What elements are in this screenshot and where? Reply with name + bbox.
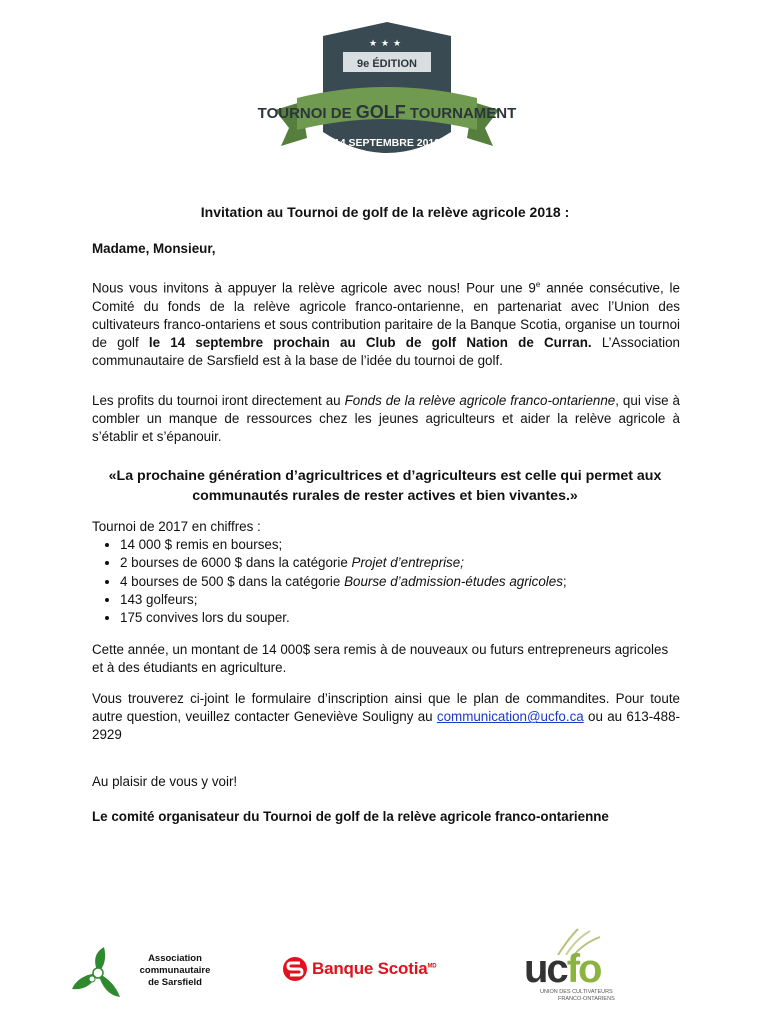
- pull-quote: «La prochaine génération d’agricultrices et d’agriculteurs est celle qui permet aux communautés rurales de rester actives et bien vivantes.»: [108, 468, 662, 504]
- list-item: • 2 bourses de 6000 $ dans la catégorie Projet d’entreprise;: [120, 554, 680, 572]
- paragraph-see-you: Au plaisir de vous y voir!: [92, 774, 238, 789]
- p1-text-b: année consécutive, le Comité du fonds de la relève agricole franco-ontarienne, en partenariat avec l’Union des cultivateurs franco-ontariens et sous contribution paritaire de la Banque Scotia, organise un tournoi de golf: [92, 280, 680, 351]
- paragraph-profits: [92, 392, 680, 447]
- emblem-edition: 9e ÉDITION: [357, 58, 417, 70]
- ucfo-logo: [520, 925, 640, 1007]
- tournament-emblem-graphic: [257, 14, 517, 184]
- list-item: • 143 golfeurs;: [120, 591, 680, 609]
- list-item: • 14 000 $ remis en bourses;: [120, 536, 680, 554]
- tournament-emblem: [257, 14, 517, 184]
- p2-text-a: Les profits du tournoi iront directement au: [92, 393, 345, 408]
- trillium-icon: [70, 945, 126, 1001]
- p2-fund-name: Fonds de la relève agricole franco-ontarienne: [344, 393, 616, 408]
- list-item: • 4 bourses de 500 $ dans la catégorie Bourse d’admission-études agricoles;: [120, 573, 680, 591]
- p4-phone: ou au 613-488-2929: [92, 709, 680, 743]
- svg-text:★: ★: [369, 39, 378, 49]
- stats-heading: Tournoi de 2017 en chiffres :: [92, 519, 261, 534]
- stats-list: [92, 536, 680, 627]
- emblem-date: 14 SEPTEMBRE 2018: [333, 137, 441, 149]
- paragraph-invitation: [92, 276, 680, 370]
- p4-text-a: Vous trouverez ci-joint le formulaire d’inscription ainsi que le plan de commandites. Pour toute autre question, veuillez contacter Geneviève Souligny au: [92, 691, 680, 725]
- svg-text:★: ★: [393, 39, 402, 49]
- p1-text-a: Nous vous invitons à appuyer la relève agricole avec nous! Pour une 9: [92, 280, 536, 296]
- stats-section: [92, 518, 680, 627]
- list-item: • 175 convives lors du souper.: [120, 609, 680, 627]
- ucfo-wordmark-green: fo: [566, 947, 601, 991]
- salutation: Madame, Monsieur,: [92, 241, 216, 256]
- closing-signature: Le comité organisateur du Tournoi de golf de la relève agricole franco-ontarienne: [92, 809, 609, 824]
- p1-date-location: le 14 septembre prochain au Club de golf Nation de Curran.: [148, 335, 592, 351]
- p1-text-c: L’Association communautaire de Sarsfield est à la base de l’idée du tournoi de golf.: [92, 335, 680, 369]
- paragraph-contact: [92, 690, 680, 745]
- scotia-wordmark: Banque Scotia$^{MD}$: [312, 959, 437, 978]
- contact-email-link[interactable]: communication@ucfo.ca: [436, 709, 584, 725]
- letter-title: Invitation au Tournoi de golf de la relève agricole 2018 :: [200, 204, 570, 220]
- emblem-banner: TOURNOI DE GOLF TOURNAMENT: [257, 102, 517, 122]
- banque-scotia-logo: [280, 955, 470, 991]
- assoc-name: Association communautaire de Sarsfield: [139, 953, 211, 988]
- sarsfield-association-logo: [70, 945, 230, 1005]
- ucfo-subtitle: UNION DES CULTIVATEURS FRANCO-ONTARIENS: [540, 989, 615, 1002]
- p1-superscript: e: [535, 280, 541, 289]
- ucfo-wordmark: ucfo: [524, 947, 601, 991]
- scotia-s-icon: [282, 955, 308, 983]
- star-icon: [369, 39, 401, 49]
- p2-text-b: , qui vise à combler un manque de ressources chez les jeunes agriculteurs et aider la relève agricole à s’établir et s’épanouir.: [92, 393, 680, 445]
- paragraph-amount: Cette année, un montant de 14 000$ sera remis à de nouveaux ou futurs entrepreneurs agricoles et à des étudiants en agriculture.: [92, 642, 669, 676]
- svg-text:★: ★: [381, 39, 390, 49]
